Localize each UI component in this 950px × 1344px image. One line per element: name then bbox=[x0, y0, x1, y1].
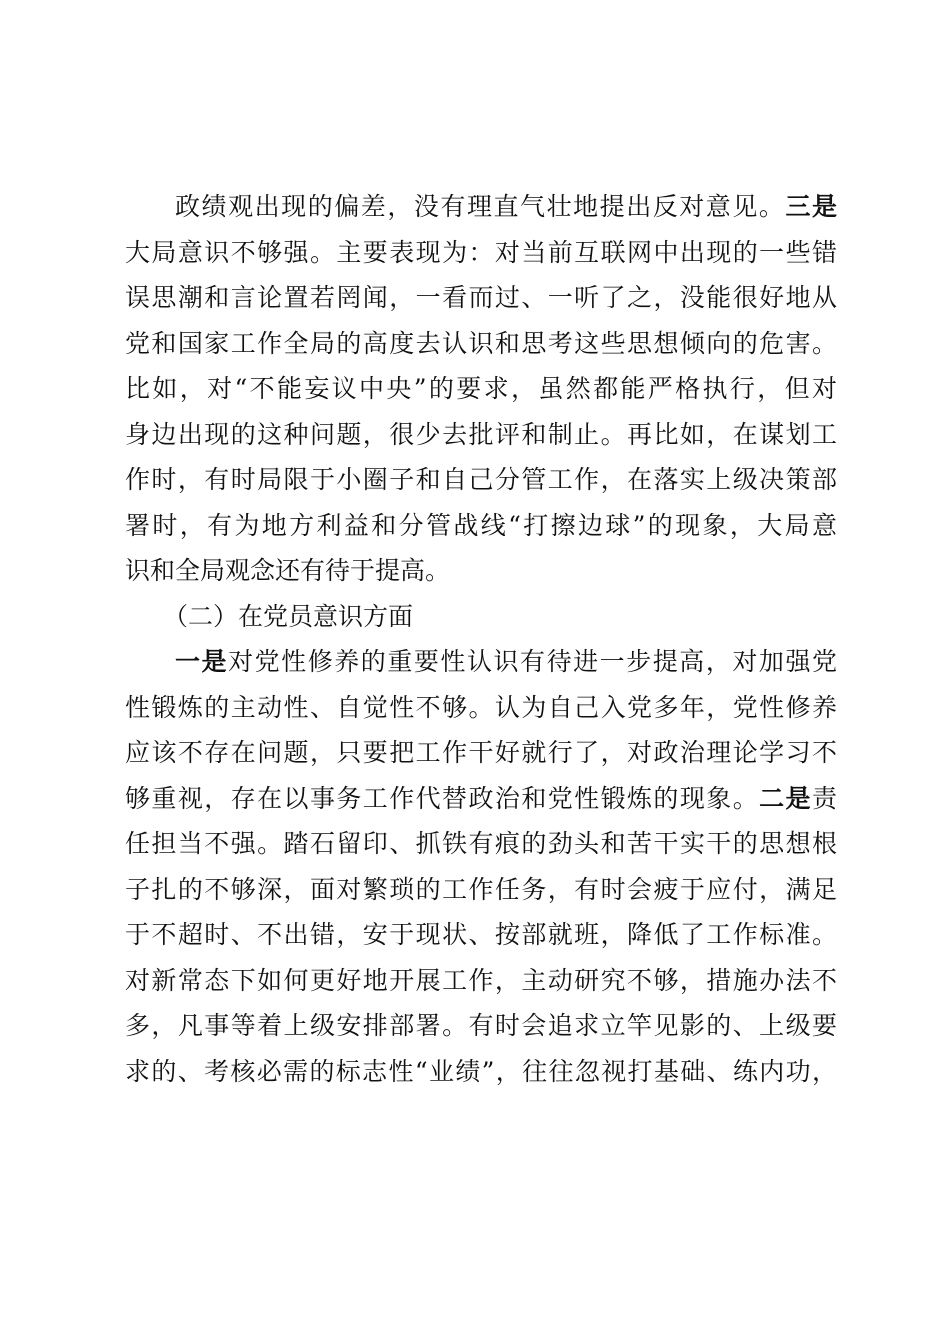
text-line bbox=[125, 503, 837, 549]
text-line bbox=[125, 548, 837, 594]
text-line bbox=[125, 184, 837, 230]
text-run: 子扎的不够深，面对繁琐的工作任务，有时会疲于应付，满足 bbox=[125, 874, 837, 904]
text-line bbox=[125, 639, 837, 685]
document-body bbox=[125, 184, 837, 1094]
text-run: 党和国家工作全局的高度去认识和思考这些思想倾向的危害。 bbox=[125, 328, 837, 358]
text-run: 署时，有为地方利益和分管战线“打擦边球”的现象，大局意 bbox=[125, 510, 837, 540]
text-line bbox=[125, 867, 837, 913]
text-run: （二）在党员意识方面 bbox=[163, 601, 414, 631]
text-run: 求的、考核必需的标志性“业绩”，往往忽视打基础、练内功， bbox=[125, 1056, 837, 1086]
text-line bbox=[125, 776, 837, 822]
text-line bbox=[125, 958, 837, 1004]
text-line bbox=[125, 912, 837, 958]
text-line bbox=[125, 685, 837, 731]
bold-lead-phrase: 一是 bbox=[175, 647, 229, 676]
section-heading bbox=[125, 594, 837, 640]
text-line bbox=[125, 412, 837, 458]
bold-lead-phrase: 三是 bbox=[785, 192, 837, 221]
text-run: 应该不存在问题，只要把工作干好就行了，对政治理论学习不 bbox=[125, 738, 837, 767]
text-run: 身边出现的这种问题，很少去批评和制止。再比如，在谋划工 bbox=[125, 419, 837, 449]
text-line bbox=[125, 1049, 837, 1095]
text-line bbox=[125, 230, 837, 276]
text-line bbox=[125, 366, 837, 412]
bold-lead-phrase: 二是 bbox=[759, 783, 812, 813]
text-run: 够重视，存在以事务工作代替政治和党性锻炼的现象。 bbox=[125, 783, 760, 813]
text-line bbox=[125, 275, 837, 321]
text-line bbox=[125, 821, 837, 867]
text-run: 作时，有时局限于小圈子和自己分管工作，在落实上级决策部 bbox=[125, 465, 837, 494]
text-line bbox=[125, 730, 837, 776]
text-line bbox=[125, 457, 837, 503]
text-run: 性锻炼的主动性、自觉性不够。认为自己入党多年，党性修养 bbox=[125, 692, 837, 722]
text-run: 于不超时、不出错，安于现状、按部就班，降低了工作标准。 bbox=[125, 920, 837, 949]
text-line bbox=[125, 321, 837, 367]
text-line bbox=[125, 1003, 837, 1049]
text-run: 误思潮和言论置若罔闻，一看而过、一听了之，没能很好地从 bbox=[125, 283, 837, 312]
text-run: 对新常态下如何更好地开展工作，主动研究不够，措施办法不 bbox=[125, 965, 837, 995]
text-run: 责 bbox=[811, 783, 837, 813]
text-run: 任担当不强。踏石留印、抓铁有痕的劲头和苦干实干的思想根 bbox=[125, 829, 837, 858]
text-run: 对党性修养的重要性认识有待进一步提高，对加强党 bbox=[228, 647, 837, 676]
text-run: 识和全局观念还有待于提高。 bbox=[125, 556, 451, 585]
text-run: 政绩观出现的偏差，没有理直气壮地提出反对意见。 bbox=[175, 192, 786, 221]
text-run: 比如，对“不能妄议中央”的要求，虽然都能严格执行，但对 bbox=[125, 374, 837, 403]
text-run: 大局意识不够强。主要表现为：对当前互联网中出现的一些错 bbox=[125, 237, 837, 267]
text-run: 多，凡事等着上级安排部署。有时会追求立竿见影的、上级要 bbox=[125, 1011, 837, 1040]
